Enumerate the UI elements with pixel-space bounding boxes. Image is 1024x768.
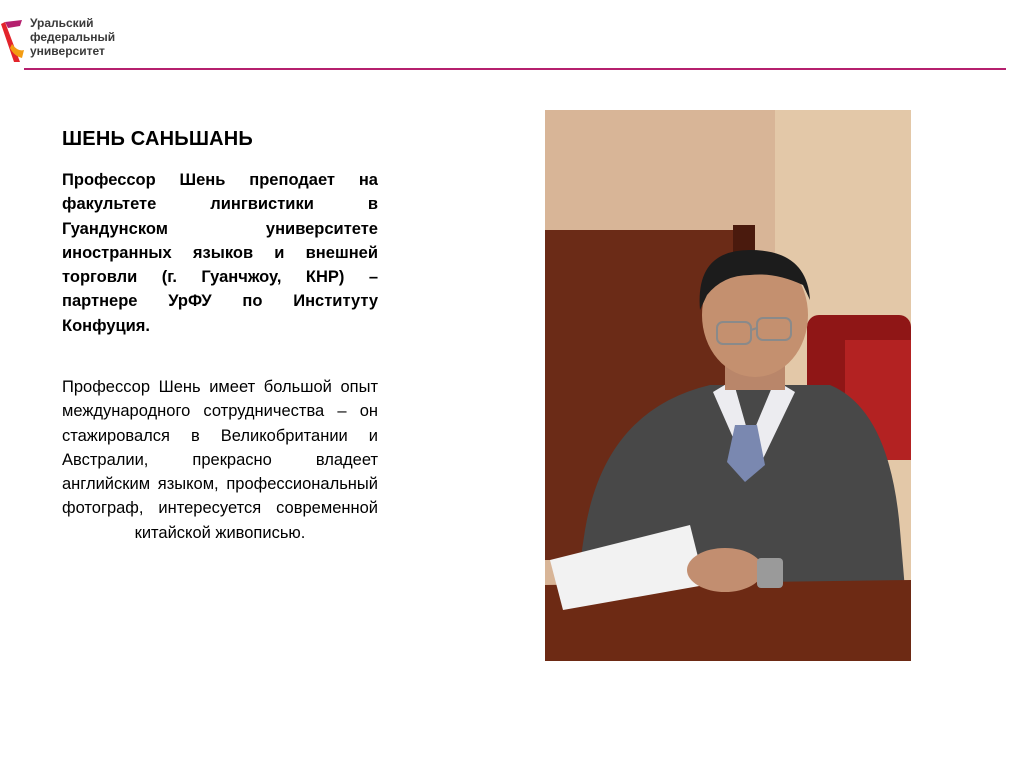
page-title: ШЕНЬ САНЬШАНЬ [62,128,253,150]
portrait-photo [545,110,911,661]
intro-paragraph: Профессор Шень преподает на факультете лингвистики в Гуандунском университете иностранных языков и внешней торговли (г. Гуанчжоу, КНР) – партнере УрФУ по Институту Конфуция. [62,171,378,335]
logo-line-2: федеральный [30,30,116,44]
header-divider [24,68,1006,70]
logo-mark-icon [0,18,26,62]
details-paragraph: Профессор Шень имеет большой опыт международного сотрудничества – он стажировался в Великобритании и Австралии, прекрасно владеет английским языком, профессиональный фотограф, интересуется современной китайской живописью. [62,378,378,542]
logo-line-3: университет [30,44,105,58]
logo-line-1: Уральский [30,16,94,30]
logo-text [30,16,115,58]
university-logo [0,14,200,66]
